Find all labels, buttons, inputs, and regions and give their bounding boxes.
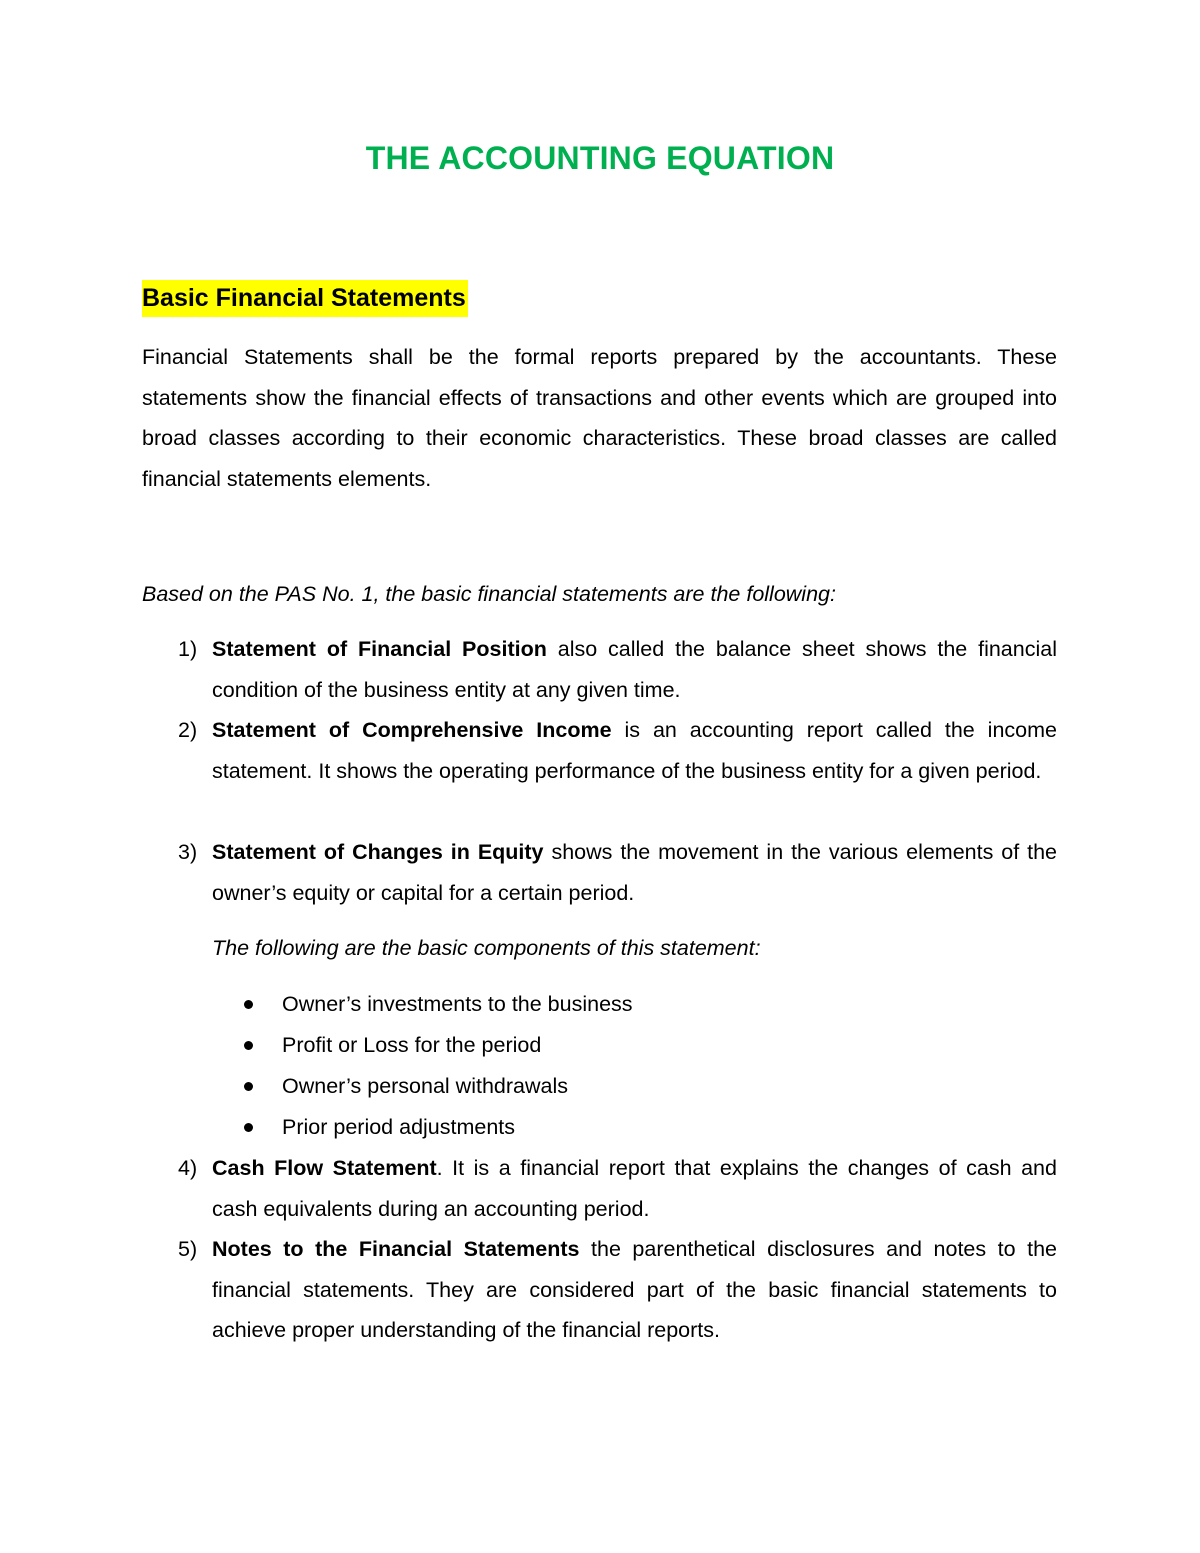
components-intro: The following are the basic components of this statement: [212, 936, 761, 960]
section-heading: Basic Financial Statements [142, 280, 468, 317]
statement-description: the parenthetical disclosures and notes to the financial statements. They are considered part of the basic financial statements to achieve proper understanding of the financial reports. [212, 1237, 1058, 1342]
bullet-icon [244, 1000, 253, 1009]
bullet-icon [244, 1082, 253, 1091]
statement-name: Cash Flow Statement [212, 1156, 437, 1180]
statement-description: . It is a financial report that explains the changes of cash and cash equivalents during an accounting period. [212, 1156, 1057, 1221]
item-text [212, 1229, 1057, 1351]
intro-paragraph: Financial Statements shall be the formal reports prepared by the accountants. These statements show the financial effects of transactions and other events which are grouped into broad classes according to their economic characteristics. These broad classes are called financial statements elements. [142, 345, 1057, 491]
item-number: 1) [178, 637, 198, 661]
list-item: Prior period adjustments [212, 1107, 1057, 1148]
statement-description: shows the movement in the various elements of the owner’s equity or capital for a certain period. [212, 840, 1058, 905]
statement-item-3 [142, 832, 1057, 913]
bullet-icon [244, 1041, 253, 1050]
item-number: 3) [178, 840, 198, 864]
document-title: THE ACCOUNTING EQUATION [365, 140, 835, 176]
item-text [212, 832, 1057, 913]
list-item: Profit or Loss for the period [212, 1025, 1057, 1066]
list-item: Owner’s investments to the business [212, 984, 1057, 1025]
item-text [212, 629, 1057, 710]
item-number: 5) [178, 1237, 198, 1261]
statement-description: also called the balance sheet shows the financial condition of the business entity at any given time. [212, 637, 1057, 702]
statement-name: Notes to the Financial Statements [212, 1237, 580, 1261]
item-text [212, 1148, 1057, 1229]
components-list [212, 984, 1057, 1148]
item-number: 2) [178, 718, 198, 742]
list-item: Owner’s personal withdrawals [212, 1066, 1057, 1107]
statement-item-4 [142, 1148, 1057, 1229]
bullet-icon [244, 1123, 253, 1132]
item-number: 4) [178, 1156, 198, 1180]
statement-name: Statement of Comprehensive Income [212, 718, 612, 742]
pas-note: Based on the PAS No. 1, the basic financial statements are the following: [142, 582, 836, 606]
statement-description: is an accounting report called the income statement. It shows the operating performance of the business entity for a given period. [212, 718, 1057, 783]
statement-item-2 [142, 710, 1057, 791]
statement-item-5 [142, 1229, 1057, 1351]
statement-item-1 [142, 629, 1057, 710]
statement-name: Statement of Financial Position [212, 637, 547, 661]
statement-name: Statement of Changes in Equity [212, 840, 544, 864]
item-text [212, 710, 1057, 791]
